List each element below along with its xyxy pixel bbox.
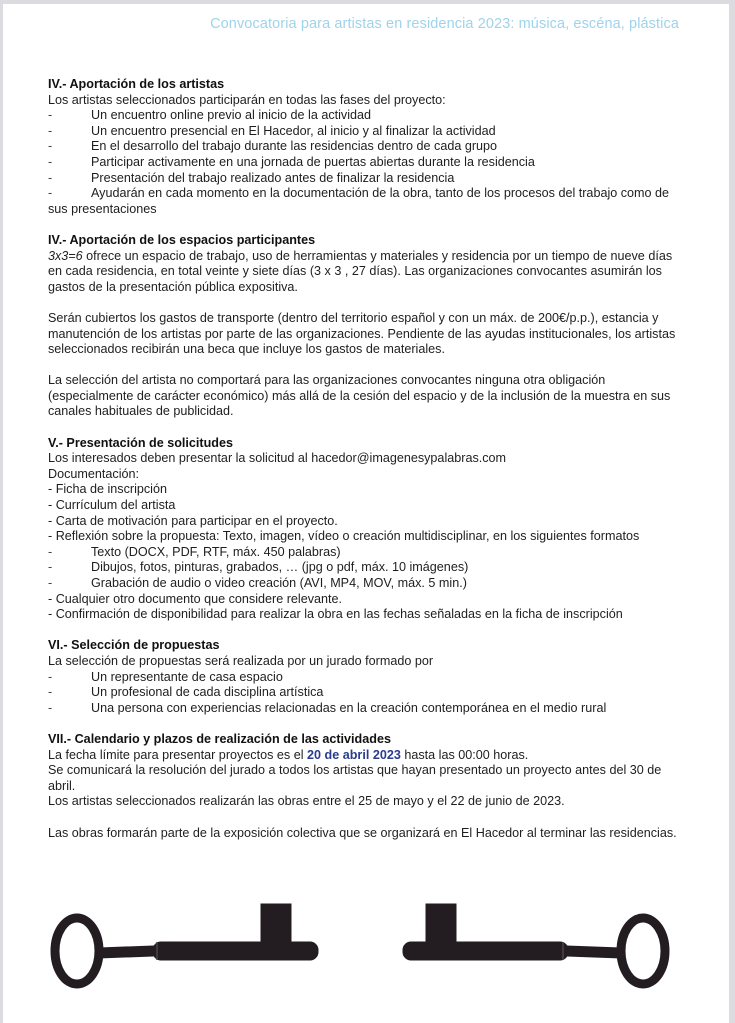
list-item: - Cualquier otro documento que considere relevante. [48,591,343,606]
paragraph: Los artistas seleccionados participarán en todas las fases del proyecto: [48,92,446,107]
documentation-label: Documentación: [48,466,140,481]
keys-illustration [3,894,729,1004]
document-page [3,4,729,1023]
list-item: - Un encuentro presencial en El Hacedor, al inicio y al finalizar la actividad [48,123,496,138]
list-item: - Confirmación de disponibilidad para realizar la obra en las fechas señaladas en la ficha de inscripción [48,607,623,622]
paragraph: La selección del artista no comportará para las organizaciones convocantes ninguna otra obligación (especialmente de carácter económico) más allá de la cesión del espacio y de la inclusión de la muestra en sus canales habituales de publicidad. [48,373,671,419]
list-item: - Grabación de audio o video creación (AVI, MP4, MOV, máx. 5 min.) [48,576,467,590]
list-item: - Un encuentro online previo al inicio de la actividad [48,108,372,123]
deadline-paragraph: La fecha límite para presentar proyectos es el 20 de abril 2023 hasta las 00:00 horas. [48,747,529,762]
deadline-date: 20 de abril 2023 [307,747,401,762]
section-heading-seleccion: VI.- Selección de propuestas [48,638,220,653]
list-item: - Ayudarán en cada momento en la documentación de la obra, tanto de los procesos del trabajo como de sus presentaciones [48,186,670,216]
section-heading-solicitudes: V.- Presentación de solicitudes [48,435,234,450]
section-heading-espacios: IV.- Aportación de los espacios participantes [48,232,316,247]
list-item: - Un profesional de cada disciplina artística [48,685,324,700]
paragraph: Los interesados deben presentar la solicitud al hacedor@imagenesypalabras.com [48,451,507,466]
key-icon-left [55,904,318,984]
section-heading-artistas: IV.- Aportación de los artistas [48,77,225,91]
list-item: - Currículum del artista [48,498,176,513]
section-heading-calendario: VII.- Calendario y plazos de realización de las actividades [48,731,391,746]
list-item: - Un representante de casa espacio [48,669,283,684]
paragraph: Serán cubiertos los gastos de transporte (dentro del territorio español y con un máx. de 200€/p.p.), estancia y manutención de los artistas por parte de las organizaciones. Pendiente de las ayudas institucionales, los artistas seleccionados recibirán una beca que incluye los gastos de materiales. [48,310,676,357]
paragraph: 3x3=6 ofrece un espacio de trabajo, uso de herramientas y materiales y residencia por un tiempo de nueve días en cada residencia, en total veinte y siete días (3 x 3 , 27 días). Las organizaciones convocantes asumirán los gastos de la presentación pública expositiva. [48,248,673,294]
running-header: Convocatoria para artistas en residencia 2023: música, escéna, plástica [210,16,679,32]
paragraph: Se comunicará la resolución del jurado a todos los artistas que hayan presentado un proyecto antes del 30 de abril. [48,763,662,793]
list-item: - En el desarrollo del trabajo durante las residencias dentro de cada grupo [48,139,498,154]
list-item: - Presentación del trabajo realizado antes de finalizar la residencia [48,170,455,185]
key-icon-right [403,904,665,984]
paragraph: Las obras formarán parte de la exposición colectiva que se organizará en El Hacedor al terminar las residencias. [48,825,677,840]
list-item: - Reflexión sobre la propuesta: Texto, imagen, vídeo o creación multidisciplinar, en los siguientes formatos [48,529,640,544]
list-item: - Dibujos, fotos, pinturas, grabados, … (jpg o pdf, máx. 10 imágenes) [48,560,469,575]
list-item: - Una persona con experiencias relacionadas en la creación contemporánea en el medio rural [48,700,607,715]
list-item: - Carta de motivación para participar en el proyecto. [48,513,338,528]
paragraph: Los artistas seleccionados realizarán las obras entre el 25 de mayo y el 22 de junio de 2023. [48,794,565,809]
paragraph: La selección de propuestas será realizada por un jurado formado por [48,653,434,668]
list-item: - Ficha de inscripción [48,482,167,497]
document-body [48,77,688,841]
list-item: - Participar activamente en una jornada de puertas abiertas durante la residencia [48,154,535,169]
list-item: - Texto (DOCX, PDF, RTF, máx. 450 palabras) [48,544,341,559]
